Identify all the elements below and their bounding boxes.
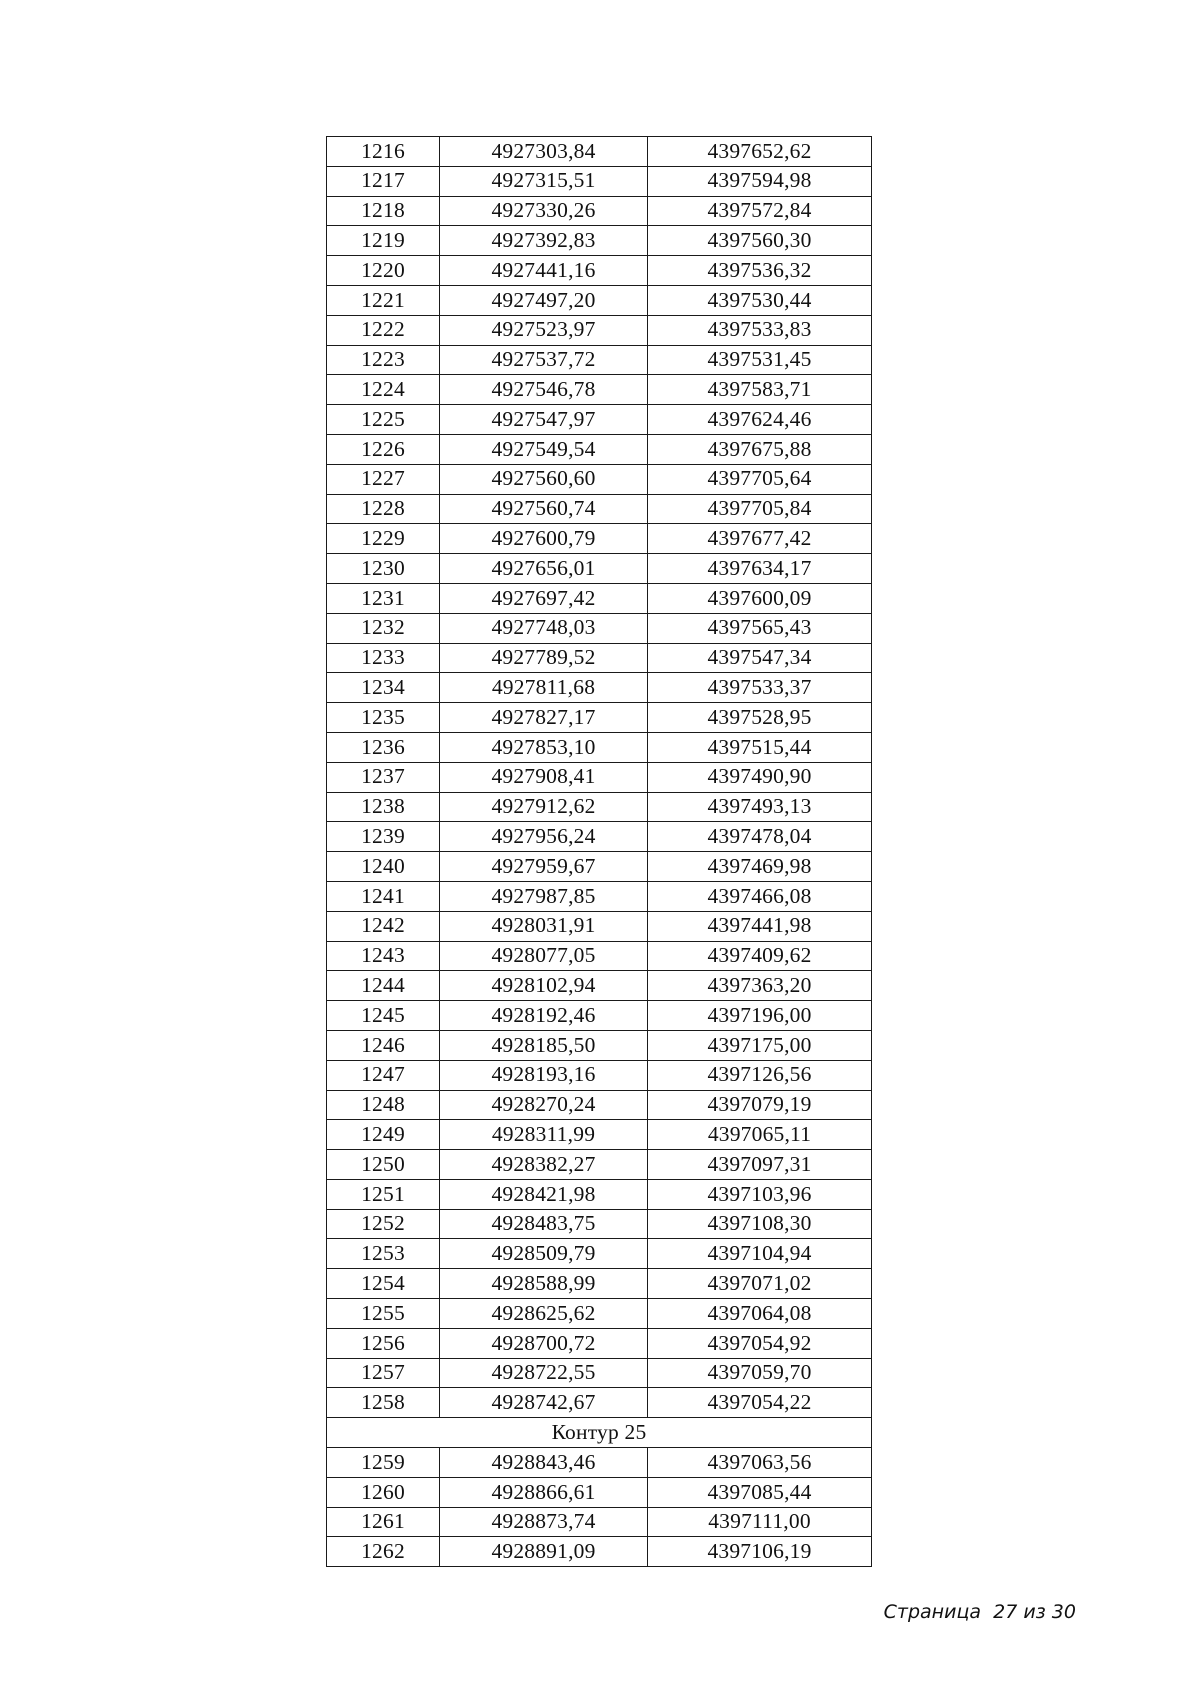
y-coordinate-cell: 4397106,19: [648, 1537, 872, 1567]
table-row: [327, 613, 872, 643]
y-coordinate-cell: 4397175,00: [648, 1030, 872, 1060]
table-row: [327, 1328, 872, 1358]
point-number-cell: 1237: [327, 762, 440, 792]
table-row: [327, 1537, 872, 1567]
y-coordinate-cell: 4397624,46: [648, 405, 872, 435]
table-row: [327, 1060, 872, 1090]
point-number-cell: 1258: [327, 1388, 440, 1418]
point-number-cell: 1216: [327, 137, 440, 167]
y-coordinate-cell: 4397063,56: [648, 1448, 872, 1478]
x-coordinate-cell: 4928382,27: [440, 1150, 648, 1180]
point-number-cell: 1256: [327, 1328, 440, 1358]
y-coordinate-cell: 4397111,00: [648, 1507, 872, 1537]
point-number-cell: 1251: [327, 1179, 440, 1209]
point-number-cell: 1257: [327, 1358, 440, 1388]
table-row: [327, 971, 872, 1001]
x-coordinate-cell: 4927697,42: [440, 583, 648, 613]
point-number-cell: 1242: [327, 911, 440, 941]
point-number-cell: 1220: [327, 256, 440, 286]
y-coordinate-cell: 4397469,98: [648, 852, 872, 882]
point-number-cell: 1260: [327, 1477, 440, 1507]
point-number-cell: 1226: [327, 434, 440, 464]
table-row: [327, 643, 872, 673]
table-row: [327, 345, 872, 375]
x-coordinate-cell: 4927523,97: [440, 315, 648, 345]
table-row: [327, 226, 872, 256]
y-coordinate-cell: 4397478,04: [648, 822, 872, 852]
point-number-cell: 1243: [327, 941, 440, 971]
x-coordinate-cell: 4927303,84: [440, 137, 648, 167]
table-row: [327, 822, 872, 852]
point-number-cell: 1231: [327, 583, 440, 613]
coordinates-table: [326, 136, 872, 1567]
x-coordinate-cell: 4928077,05: [440, 941, 648, 971]
y-coordinate-cell: 4397533,83: [648, 315, 872, 345]
y-coordinate-cell: 4397054,92: [648, 1328, 872, 1358]
table-row: [327, 554, 872, 584]
x-coordinate-cell: 4927330,26: [440, 196, 648, 226]
y-coordinate-cell: 4397634,17: [648, 554, 872, 584]
x-coordinate-cell: 4928102,94: [440, 971, 648, 1001]
table-row: [327, 315, 872, 345]
y-coordinate-cell: 4397363,20: [648, 971, 872, 1001]
point-number-cell: 1225: [327, 405, 440, 435]
y-coordinate-cell: 4397071,02: [648, 1269, 872, 1299]
point-number-cell: 1255: [327, 1299, 440, 1329]
x-coordinate-cell: 4928700,72: [440, 1328, 648, 1358]
table-row: [327, 256, 872, 286]
x-coordinate-cell: 4928742,67: [440, 1388, 648, 1418]
x-coordinate-cell: 4927908,41: [440, 762, 648, 792]
point-number-cell: 1250: [327, 1150, 440, 1180]
x-coordinate-cell: 4928891,09: [440, 1537, 648, 1567]
table-row: [327, 137, 872, 167]
table-row: [327, 1507, 872, 1537]
point-number-cell: 1229: [327, 524, 440, 554]
table-row: [327, 464, 872, 494]
table-row: [327, 1001, 872, 1031]
point-number-cell: 1234: [327, 673, 440, 703]
point-number-cell: 1259: [327, 1448, 440, 1478]
coordinates-table-body: [327, 137, 872, 1567]
table-row: [327, 1120, 872, 1150]
point-number-cell: 1227: [327, 464, 440, 494]
point-number-cell: 1217: [327, 166, 440, 196]
table-row: [327, 673, 872, 703]
table-row: [327, 196, 872, 226]
y-coordinate-cell: 4397677,42: [648, 524, 872, 554]
y-coordinate-cell: 4397059,70: [648, 1358, 872, 1388]
table-row: [327, 1269, 872, 1299]
point-number-cell: 1233: [327, 643, 440, 673]
x-coordinate-cell: 4927811,68: [440, 673, 648, 703]
table-row: [327, 1150, 872, 1180]
point-number-cell: 1241: [327, 881, 440, 911]
y-coordinate-cell: 4397490,90: [648, 762, 872, 792]
point-number-cell: 1219: [327, 226, 440, 256]
y-coordinate-cell: 4397560,30: [648, 226, 872, 256]
x-coordinate-cell: 4927987,85: [440, 881, 648, 911]
point-number-cell: 1261: [327, 1507, 440, 1537]
table-row: [327, 166, 872, 196]
x-coordinate-cell: 4928843,46: [440, 1448, 648, 1478]
y-coordinate-cell: 4397531,45: [648, 345, 872, 375]
point-number-cell: 1232: [327, 613, 440, 643]
x-coordinate-cell: 4928193,16: [440, 1060, 648, 1090]
point-number-cell: 1239: [327, 822, 440, 852]
table-row: [327, 1030, 872, 1060]
x-coordinate-cell: 4927537,72: [440, 345, 648, 375]
page-number-footer: Страница 27 из 30: [883, 1601, 1076, 1623]
y-coordinate-cell: 4397533,37: [648, 673, 872, 703]
y-coordinate-cell: 4397547,34: [648, 643, 872, 673]
table-row: [327, 375, 872, 405]
point-number-cell: 1238: [327, 792, 440, 822]
y-coordinate-cell: 4397594,98: [648, 166, 872, 196]
y-coordinate-cell: 4397126,56: [648, 1060, 872, 1090]
table-row: [327, 792, 872, 822]
x-coordinate-cell: 4927827,17: [440, 703, 648, 733]
point-number-cell: 1262: [327, 1537, 440, 1567]
y-coordinate-cell: 4397493,13: [648, 792, 872, 822]
table-row: [327, 405, 872, 435]
table-row: [327, 1388, 872, 1418]
x-coordinate-cell: 4928625,62: [440, 1299, 648, 1329]
x-coordinate-cell: 4928311,99: [440, 1120, 648, 1150]
table-row: [327, 583, 872, 613]
y-coordinate-cell: 4397108,30: [648, 1209, 872, 1239]
y-coordinate-cell: 4397705,64: [648, 464, 872, 494]
x-coordinate-cell: 4928421,98: [440, 1179, 648, 1209]
y-coordinate-cell: 4397600,09: [648, 583, 872, 613]
point-number-cell: 1254: [327, 1269, 440, 1299]
point-number-cell: 1228: [327, 494, 440, 524]
x-coordinate-cell: 4927853,10: [440, 732, 648, 762]
y-coordinate-cell: 4397103,96: [648, 1179, 872, 1209]
x-coordinate-cell: 4928873,74: [440, 1507, 648, 1537]
x-coordinate-cell: 4928270,24: [440, 1090, 648, 1120]
x-coordinate-cell: 4927560,74: [440, 494, 648, 524]
x-coordinate-cell: 4927959,67: [440, 852, 648, 882]
table-row: [327, 762, 872, 792]
point-number-cell: 1248: [327, 1090, 440, 1120]
point-number-cell: 1244: [327, 971, 440, 1001]
table-row: [327, 1358, 872, 1388]
x-coordinate-cell: 4928483,75: [440, 1209, 648, 1239]
x-coordinate-cell: 4927547,97: [440, 405, 648, 435]
table-row: [327, 434, 872, 464]
y-coordinate-cell: 4397064,08: [648, 1299, 872, 1329]
contour-label: Контур 25: [327, 1418, 872, 1448]
y-coordinate-cell: 4397441,98: [648, 911, 872, 941]
point-number-cell: 1218: [327, 196, 440, 226]
x-coordinate-cell: 4927656,01: [440, 554, 648, 584]
table-row: [327, 1299, 872, 1329]
x-coordinate-cell: 4928588,99: [440, 1269, 648, 1299]
x-coordinate-cell: 4927956,24: [440, 822, 648, 852]
x-coordinate-cell: 4927912,62: [440, 792, 648, 822]
table-row: [327, 1179, 872, 1209]
x-coordinate-cell: 4928866,61: [440, 1477, 648, 1507]
x-coordinate-cell: 4928185,50: [440, 1030, 648, 1060]
point-number-cell: 1236: [327, 732, 440, 762]
x-coordinate-cell: 4927392,83: [440, 226, 648, 256]
point-number-cell: 1221: [327, 285, 440, 315]
y-coordinate-cell: 4397079,19: [648, 1090, 872, 1120]
y-coordinate-cell: 4397409,62: [648, 941, 872, 971]
x-coordinate-cell: 4927315,51: [440, 166, 648, 196]
table-row: [327, 285, 872, 315]
y-coordinate-cell: 4397705,84: [648, 494, 872, 524]
y-coordinate-cell: 4397572,84: [648, 196, 872, 226]
table-row: [327, 1239, 872, 1269]
point-number-cell: 1247: [327, 1060, 440, 1090]
table-row: [327, 1448, 872, 1478]
table-row: [327, 911, 872, 941]
point-number-cell: 1253: [327, 1239, 440, 1269]
y-coordinate-cell: 4397530,44: [648, 285, 872, 315]
y-coordinate-cell: 4397565,43: [648, 613, 872, 643]
x-coordinate-cell: 4927789,52: [440, 643, 648, 673]
table-row: [327, 881, 872, 911]
x-coordinate-cell: 4927441,16: [440, 256, 648, 286]
y-coordinate-cell: 4397652,62: [648, 137, 872, 167]
y-coordinate-cell: 4397675,88: [648, 434, 872, 464]
x-coordinate-cell: 4927497,20: [440, 285, 648, 315]
point-number-cell: 1230: [327, 554, 440, 584]
x-coordinate-cell: 4928722,55: [440, 1358, 648, 1388]
x-coordinate-cell: 4928192,46: [440, 1001, 648, 1031]
table-row: [327, 703, 872, 733]
table-row: [327, 1477, 872, 1507]
table-row: [327, 1090, 872, 1120]
y-coordinate-cell: 4397065,11: [648, 1120, 872, 1150]
y-coordinate-cell: 4397104,94: [648, 1239, 872, 1269]
x-coordinate-cell: 4927600,79: [440, 524, 648, 554]
y-coordinate-cell: 4397466,08: [648, 881, 872, 911]
table-row: [327, 494, 872, 524]
x-coordinate-cell: 4928031,91: [440, 911, 648, 941]
point-number-cell: 1245: [327, 1001, 440, 1031]
y-coordinate-cell: 4397196,00: [648, 1001, 872, 1031]
y-coordinate-cell: 4397528,95: [648, 703, 872, 733]
point-number-cell: 1249: [327, 1120, 440, 1150]
section-header-row: [327, 1418, 872, 1448]
y-coordinate-cell: 4397054,22: [648, 1388, 872, 1418]
x-coordinate-cell: 4928509,79: [440, 1239, 648, 1269]
table-row: [327, 941, 872, 971]
y-coordinate-cell: 4397085,44: [648, 1477, 872, 1507]
point-number-cell: 1246: [327, 1030, 440, 1060]
point-number-cell: 1222: [327, 315, 440, 345]
y-coordinate-cell: 4397097,31: [648, 1150, 872, 1180]
x-coordinate-cell: 4927549,54: [440, 434, 648, 464]
y-coordinate-cell: 4397515,44: [648, 732, 872, 762]
table-row: [327, 852, 872, 882]
point-number-cell: 1224: [327, 375, 440, 405]
table-row: [327, 524, 872, 554]
y-coordinate-cell: 4397536,32: [648, 256, 872, 286]
y-coordinate-cell: 4397583,71: [648, 375, 872, 405]
x-coordinate-cell: 4927546,78: [440, 375, 648, 405]
point-number-cell: 1223: [327, 345, 440, 375]
point-number-cell: 1252: [327, 1209, 440, 1239]
table-row: [327, 1209, 872, 1239]
point-number-cell: 1235: [327, 703, 440, 733]
x-coordinate-cell: 4927560,60: [440, 464, 648, 494]
table-row: [327, 732, 872, 762]
point-number-cell: 1240: [327, 852, 440, 882]
x-coordinate-cell: 4927748,03: [440, 613, 648, 643]
